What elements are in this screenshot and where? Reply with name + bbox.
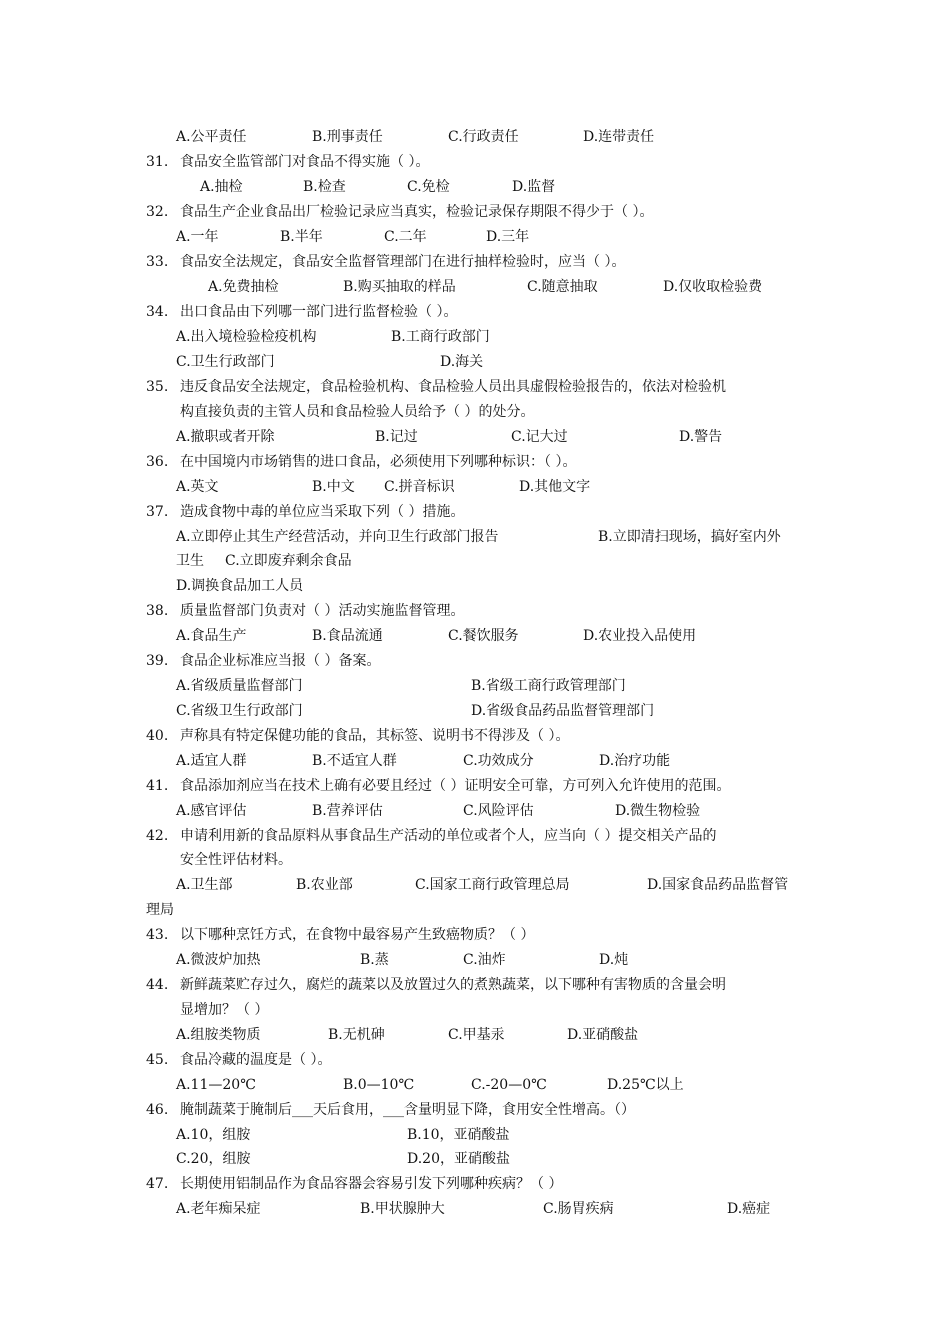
- answer-option: A.省级质量监督部门: [176, 678, 303, 694]
- answer-option: D.癌症: [727, 1201, 771, 1217]
- answer-option: D.25℃以上: [607, 1077, 684, 1093]
- question-number: 45.: [146, 1052, 169, 1068]
- question-number: 47.: [146, 1176, 169, 1192]
- answer-option: C.免检: [407, 179, 450, 195]
- question-text: 构直接负责的主管人员和食品检验人员给予（ ）的处分。: [180, 404, 535, 420]
- answer-option: D.监督: [512, 179, 556, 195]
- question-number: 42.: [146, 828, 169, 844]
- answer-option: A.出入境检验检疫机构: [176, 329, 317, 345]
- answer-option: C.省级卫生行政部门: [176, 703, 303, 719]
- question-number: 39.: [146, 653, 169, 669]
- answer-option: D.省级食品药品监督管理部门: [471, 703, 655, 719]
- answer-option: A.撤职或者开除: [176, 429, 275, 445]
- answer-option: C.甲基汞: [448, 1027, 505, 1043]
- answer-option: B.食品流通: [312, 628, 383, 644]
- question-number: 40.: [146, 728, 169, 744]
- answer-option: A.英文: [176, 479, 219, 495]
- answer-option: A.公平责任: [176, 129, 247, 145]
- answer-option: C.行政责任: [448, 129, 519, 145]
- answer-option: A.免费抽检: [208, 279, 279, 295]
- question-number: 32.: [146, 204, 169, 220]
- answer-option: A.抽检: [200, 179, 243, 195]
- question-text: 出口食品由下列哪一部门进行监督检验（ ）。: [180, 304, 458, 320]
- answer-option: B.甲状腺肿大: [360, 1201, 445, 1217]
- question-text: 食品安全监管部门对食品不得实施（ ）。: [180, 154, 430, 170]
- question-text: 申请利用新的食品原料从事食品生产活动的单位或者个人，应当向（ ）提交相关产品的: [180, 828, 717, 844]
- answer-option: A.卫生部: [176, 877, 233, 893]
- answer-option: D.海关: [440, 354, 484, 370]
- answer-option: C.餐饮服务: [448, 628, 519, 644]
- answer-option: C.功效成分: [463, 753, 534, 769]
- answer-option: B.记过: [375, 429, 418, 445]
- question-text: 违反食品安全法规定，食品检验机构、食品检验人员出具虚假检验报告的，依法对检验机: [180, 379, 726, 395]
- answer-option: C.记大过: [511, 429, 568, 445]
- answer-option: D.连带责任: [583, 129, 655, 145]
- question-number: 31.: [146, 154, 169, 170]
- question-text: 食品企业标准应当报（ ）备案。: [180, 653, 381, 669]
- answer-option: D.微生物检验: [615, 803, 701, 819]
- question-text: 食品安全法规定，食品安全监督管理部门在进行抽样检验时，应当（ ）。: [180, 254, 626, 270]
- question-text: 食品生产企业食品出厂检验记录应当真实，检验记录保存期限不得少于（ ）。: [180, 204, 654, 220]
- answer-option: B.无机砷: [328, 1027, 385, 1043]
- answer-option: D.仅收取检验费: [663, 279, 763, 295]
- question-text: 安全性评估材料。: [180, 852, 292, 868]
- answer-option: A.老年痴呆症: [176, 1201, 261, 1217]
- answer-option: A.10，组胺: [176, 1127, 251, 1143]
- question-text: 显增加？（ ）: [180, 1002, 269, 1018]
- answer-option: C.风险评估: [463, 803, 534, 819]
- answer-option: D.国家食品药品监督管: [647, 877, 789, 893]
- answer-option: A.11—20℃: [176, 1077, 256, 1093]
- question-text: 以下哪种烹饪方式，在食物中最容易产生致癌物质？（ ）: [180, 927, 535, 943]
- answer-option: B.立即清扫现场，搞好室内外: [598, 529, 781, 545]
- answer-option: A.食品生产: [176, 628, 247, 644]
- answer-option: C.随意抽取: [527, 279, 598, 295]
- answer-option: B.10，亚硝酸盐: [407, 1127, 510, 1143]
- question-text: 新鲜蔬菜贮存过久，腐烂的蔬菜以及放置过久的煮熟蔬菜，以下哪种有害物质的含量会明: [180, 977, 726, 993]
- answer-option: C.国家工商行政管理总局: [415, 877, 570, 893]
- answer-option: C.卫生行政部门: [176, 354, 275, 370]
- question-text: 腌制蔬菜于腌制后___天后食用，___含量明显下降，食用安全性增高。（）: [180, 1102, 635, 1118]
- answer-option: B.购买抽取的样品: [343, 279, 456, 295]
- answer-option: C.肠胃疾病: [543, 1201, 614, 1217]
- question-text: 食品添加剂应当在技术上确有必要且经过（ ）证明安全可靠，方可列入允许使用的范围。: [180, 778, 731, 794]
- question-text: 食品冷藏的温度是（ ）。: [180, 1052, 332, 1068]
- question-text: 理局: [146, 902, 174, 918]
- answer-option: A.微波炉加热: [176, 952, 261, 968]
- answer-option: B.蒸: [360, 952, 389, 968]
- answer-option: A.一年: [176, 229, 219, 245]
- answer-option: D.调换食品加工人员: [176, 578, 304, 594]
- answer-option: C.立即废弃剩余食品: [225, 553, 352, 569]
- question-number: 35.: [146, 379, 169, 395]
- question-number: 34.: [146, 304, 169, 320]
- answer-option: C.-20—0℃: [471, 1077, 547, 1093]
- question-number: 33.: [146, 254, 169, 270]
- answer-option: D.20，亚硝酸盐: [407, 1151, 510, 1167]
- answer-option: B.不适宜人群: [312, 753, 397, 769]
- question-number: 41.: [146, 778, 169, 794]
- answer-option: B.农业部: [296, 877, 353, 893]
- answer-option: D.其他文字: [519, 479, 591, 495]
- answer-option: D.亚硝酸盐: [567, 1027, 639, 1043]
- answer-option: D.治疗功能: [599, 753, 671, 769]
- question-text: 卫生: [176, 553, 204, 569]
- answer-option: B.工商行政部门: [391, 329, 490, 345]
- question-number: 43.: [146, 927, 169, 943]
- question-text: 长期使用铝制品作为食品容器会容易引发下列哪种疾病？（ ）: [180, 1176, 563, 1192]
- question-number: 46.: [146, 1102, 169, 1118]
- question-text: 造成食物中毒的单位应当采取下列（ ）措施。: [180, 504, 465, 520]
- answer-option: D.农业投入品使用: [583, 628, 697, 644]
- question-text: 声称具有特定保健功能的食品，其标签、说明书不得涉及（ ）。: [180, 728, 570, 744]
- answer-option: C.二年: [384, 229, 427, 245]
- answer-option: B.营养评估: [312, 803, 383, 819]
- answer-option: B.刑事责任: [312, 129, 383, 145]
- question-number: 44.: [146, 977, 169, 993]
- answer-option: D.警告: [679, 429, 723, 445]
- answer-option: B.半年: [280, 229, 323, 245]
- answer-option: D.炖: [599, 952, 629, 968]
- question-text: 在中国境内市场销售的进口食品，必须使用下列哪种标识：（ ）。: [180, 454, 577, 470]
- answer-option: C.油炸: [463, 952, 506, 968]
- answer-option: C.20，组胺: [176, 1151, 251, 1167]
- answer-option: A.组胺类物质: [176, 1027, 261, 1043]
- question-text: 质量监督部门负责对（ ）活动实施监督管理。: [180, 603, 465, 619]
- question-number: 36.: [146, 454, 169, 470]
- answer-option: A.感官评估: [176, 803, 247, 819]
- question-number: 38.: [146, 603, 169, 619]
- answer-option: B.省级工商行政管理部门: [471, 678, 626, 694]
- answer-option: B.中文: [312, 479, 355, 495]
- question-number: 37.: [146, 504, 169, 520]
- answer-option: C.拼音标识: [384, 479, 455, 495]
- answer-option: B.0—10℃: [343, 1077, 415, 1093]
- answer-option: A.适宜人群: [176, 753, 247, 769]
- answer-option: D.三年: [486, 229, 530, 245]
- answer-option: B.检查: [303, 179, 346, 195]
- answer-option: A.立即停止其生产经营活动，并向卫生行政部门报告: [176, 529, 499, 545]
